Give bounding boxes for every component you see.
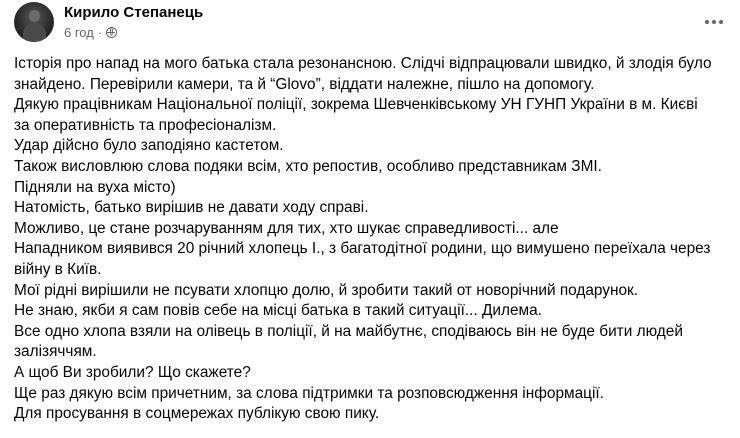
post-line: Дякую працівникам Національної поліції, зокрема Шевченківському УН ГУНП України в м. Києві (14, 96, 698, 114)
post-line: А щоб Ви зробили? Що скажете? (14, 363, 251, 381)
post-line: Удар дійсно було заподіяно кастетом. (14, 137, 284, 155)
post-line: знайдено. Перевірили камери, та й “Glovo”, віддати належне, пішло на допомогу. (14, 75, 595, 93)
avatar-figure-head (29, 10, 40, 22)
post-line: Також висловлюю слова подяки всім, хто репостив, особливо представникам ЗМІ. (14, 157, 602, 175)
post-header (8, 2, 732, 42)
more-horizontal-icon (705, 20, 723, 24)
post-line: Все одно хлопа взяли на олівець в поліції, й на майбутнє, сподіваюсь він не буде бити людей (14, 322, 683, 340)
post-line: за оперативність та професіоналізм. (14, 116, 277, 134)
post-line: Не знаю, якби я сам повів себе на місці батька в такий ситуації... Дилема. (14, 302, 542, 320)
post-text (14, 54, 728, 425)
post-meta (64, 25, 117, 40)
post-options-button[interactable] (700, 8, 728, 36)
post-line: Для просування в соцмережах публікую свою пику. (14, 405, 380, 423)
globe-icon[interactable] (106, 27, 117, 38)
meta-separator: · (97, 25, 103, 40)
avatar[interactable] (14, 2, 54, 42)
post-line: Ще раз дякую всім причетним, за слова підтримки та розповсюдження інформації. (14, 384, 604, 402)
post-line: війну в Київ. (14, 260, 102, 278)
avatar-figure-body (23, 23, 46, 42)
post-line: Нападником виявився 20 річний хлопець І., з багатодітної родини, що вимушено переїхала через (14, 240, 711, 258)
post-line: Можливо, це стане розчаруванням для тих, хто шукає справедливості... але (14, 219, 559, 237)
post-line: Натомість, батько вирішив не давати ходу справі. (14, 199, 369, 217)
post-line: Мої рідні вирішили не псувати хлопцю долю, й зробити такий от новорічний подарунок. (14, 281, 639, 299)
post-line: Історія про напад на мого батька стала резонансною. Слідчі відпрацювали швидко, й злодія було (14, 55, 712, 72)
post-timestamp[interactable]: 6 год (64, 25, 94, 40)
post-line: залізяччям. (14, 343, 97, 361)
post-line: Підняли на вуха місто) (14, 178, 176, 196)
author-name[interactable]: Кирило Степанець (64, 4, 204, 21)
